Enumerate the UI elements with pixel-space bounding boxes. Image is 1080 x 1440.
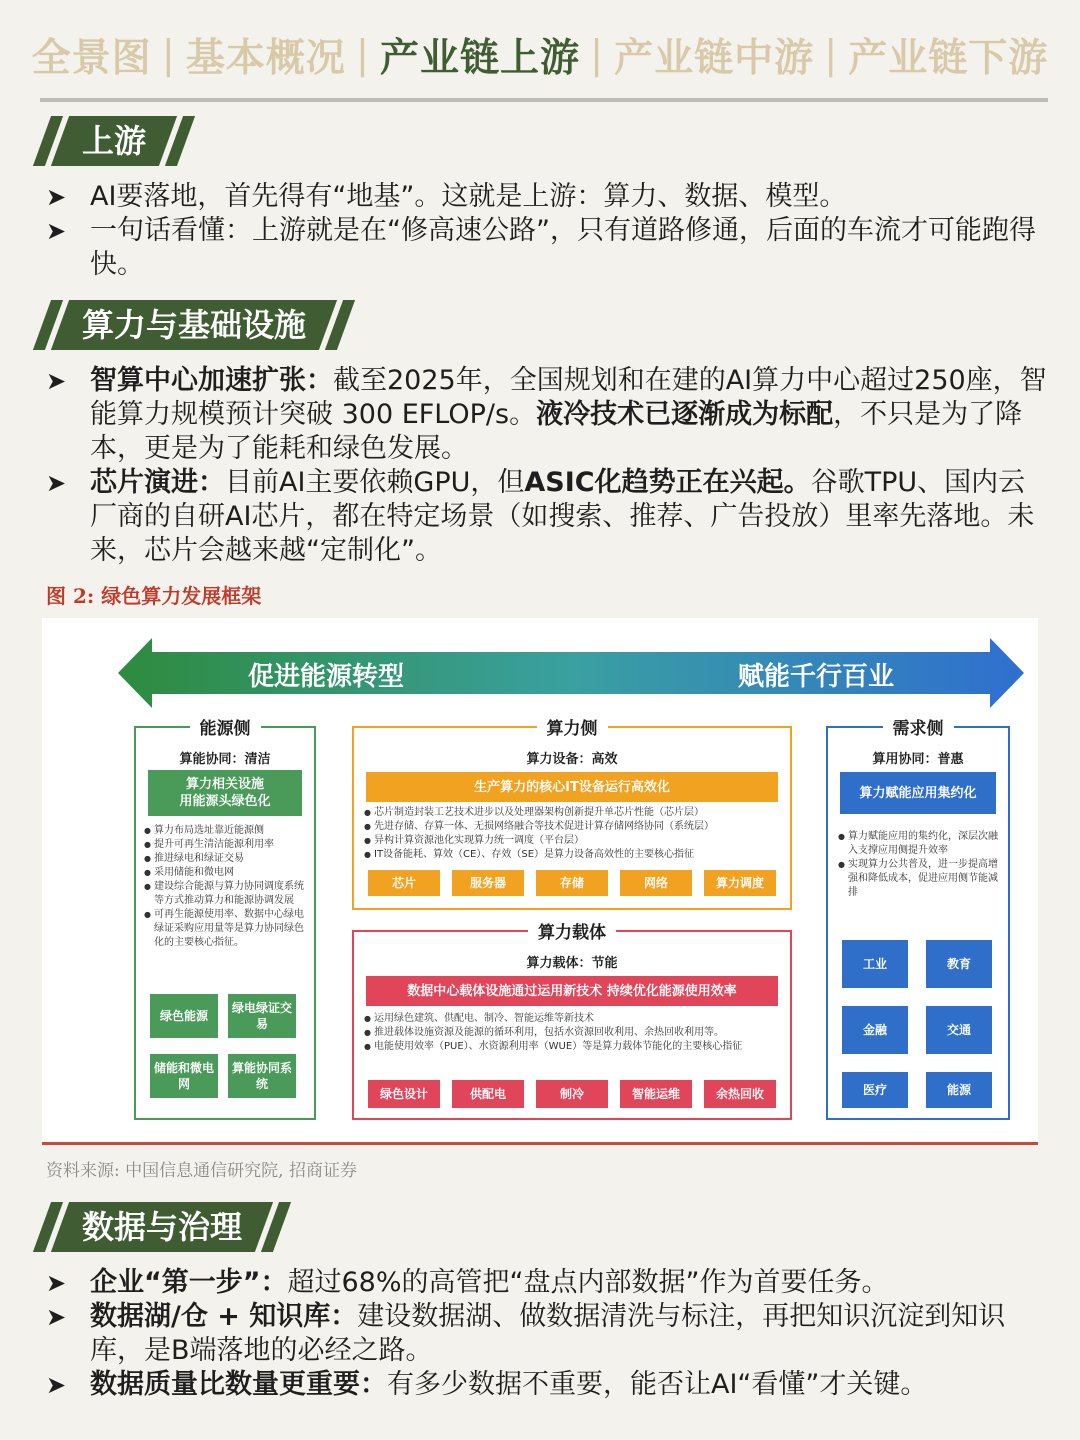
figure-title: 图 2: 绿色算力发展框架	[46, 584, 262, 608]
arrow-bullet-icon: ➤	[46, 367, 67, 395]
panel-title: 能源侧	[190, 719, 261, 739]
chip-medical: 医疗	[842, 1072, 908, 1108]
section-heading-compute	[42, 300, 346, 350]
panel-subtitle: 算用协同：普惠	[872, 752, 964, 767]
nav-separator: |	[161, 32, 176, 78]
panel-subtitle: 算能协同：清洁	[179, 752, 271, 767]
list-item: ● IT设备能耗、算效（CE）、存效（SE）是算力设备高效性的主要核心指征	[364, 848, 780, 862]
section-title: 上游	[82, 122, 147, 160]
panel-title: 需求侧	[883, 719, 954, 739]
panel-header: 算力赋能应用集约化	[840, 772, 996, 814]
list-item: ● 实现算力公共普及，进一步提高增强和降低成本，促进应用侧节能减排	[838, 858, 998, 900]
list-item: ➤ AI要落地，首先得有“地基”。这就是上游：算力、数据、模型。	[46, 181, 847, 212]
nav-separator: |	[824, 32, 839, 78]
chip-heat-recovery: 余热回收	[704, 1080, 776, 1108]
chip-network: 网络	[620, 870, 692, 896]
nav-tab-upstream[interactable]: 产业链上游	[379, 36, 580, 81]
list-item: ➤ 数据湖/仓 + 知识库：建设数据湖、做数据清洗与标注，再把知识沉淀到知识库，是B端落地的必经之路。	[46, 1301, 1006, 1366]
panel-subtitle: 算力设备：高效	[526, 752, 618, 767]
panel-title: 算力侧	[537, 719, 608, 739]
arrow-bullet-icon: ➤	[46, 1269, 67, 1297]
list-item: ➤ 一句话看懂：上游就是在“修高速公路”，只有道路修通，后面的车流才可能跑得快。	[46, 215, 1036, 280]
double-arrow	[118, 638, 1024, 708]
demand-list	[838, 830, 998, 900]
chip-industry: 工业	[842, 940, 908, 988]
chip-finance: 金融	[842, 1006, 908, 1054]
chip-education: 教育	[926, 940, 992, 988]
arrow-bullet-icon: ➤	[46, 217, 67, 245]
list-item: ● 可再生能源使用率、数据中心绿电绿证采购应用量等是算力协同绿色化的主要核心指征。	[144, 908, 306, 950]
list-item: ● 推进绿电和绿证交易	[144, 852, 306, 866]
list-item: ➤ 企业“第一步”：超过68%的高管把“盘点内部数据”作为首要任务。	[46, 1267, 889, 1298]
nav-tab-overview[interactable]: 全景图	[31, 36, 152, 81]
panel-header: 生产算力的核心IT设备运行高效化	[366, 772, 778, 802]
chip-green-design: 绿色设计	[368, 1080, 440, 1108]
carrier-list	[364, 1012, 780, 1054]
panel-header: 算力相关设施 用能源头绿色化	[148, 770, 302, 816]
compute-panel	[352, 719, 792, 910]
nav-tab-downstream[interactable]: 产业链下游	[848, 36, 1049, 81]
demand-panel	[826, 719, 1010, 1120]
data-bullets	[46, 1266, 1050, 1402]
list-item: ● 提升可再生清洁能源利用率	[144, 838, 306, 852]
chip-server: 服务器	[452, 870, 524, 896]
list-item: ● 先进存储、存算一体、无损网络融合等技术促进计算存储网络协同（系统层）	[364, 820, 780, 834]
framework-figure	[42, 618, 1038, 1142]
list-item: ● 推进载体设施资源及能源的循环利用，包括水资源回收利用、余热回收利用等。	[364, 1026, 780, 1040]
arrow-label-left: 促进能源转型	[248, 662, 405, 692]
section-heading-upstream	[42, 116, 186, 166]
arrow-bullet-icon: ➤	[46, 469, 67, 497]
list-item: ● 算力赋能应用的集约化，深层次融入支撑应用侧提升效率	[838, 830, 998, 858]
chip-green-energy: 绿色能源	[150, 994, 218, 1038]
chip-power-supply: 供配电	[452, 1080, 524, 1108]
section-title: 数据与治理	[82, 1208, 243, 1246]
list-item: ● 算力布局选址靠近能源侧	[144, 824, 306, 838]
chip-storage-grid: 储能和微电网	[150, 1054, 218, 1098]
section-heading-data	[42, 1202, 282, 1252]
arrow-bullet-icon: ➤	[46, 1303, 67, 1331]
energy-list	[144, 824, 306, 950]
upstream-bullets	[46, 180, 1050, 282]
chip-chip: 芯片	[368, 870, 440, 896]
list-item: ● 采用储能和微电网	[144, 866, 306, 880]
list-item: ● 电能使用效率（PUE）、水资源利用率（WUE）等是算力载体节能化的主要核心指征	[364, 1040, 780, 1054]
list-item: ● 芯片制造封装工艺技术进步以及处理器架构创新提升单芯片性能（芯片层）	[364, 806, 780, 820]
energy-panel	[134, 719, 316, 1120]
arrow-label-right: 赋能千行百业	[737, 662, 894, 692]
nav-divider	[40, 98, 1048, 102]
nav-tab-midstream[interactable]: 产业链中游	[614, 36, 815, 81]
list-item: ● 异构计算资源池化实现算力统一调度（平台层）	[364, 834, 780, 848]
list-item: ● 建设综合能源与算力协同调度系统等方式推动算力和能源协调发展	[144, 880, 306, 908]
arrow-bullet-icon: ➤	[46, 1371, 67, 1399]
figure-source: 资料来源: 中国信息通信研究院, 招商证券	[46, 1161, 357, 1181]
panel-subtitle: 算力载体：节能	[526, 956, 618, 971]
panel-title: 算力载体	[528, 923, 616, 943]
chip-smart-ops: 智能运维	[620, 1080, 692, 1108]
list-item: ➤ 数据质量比数量更重要：有多少数据不重要，能否让AI“看懂”才关键。	[46, 1369, 928, 1400]
carrier-panel	[352, 923, 792, 1120]
panel-header: 数据中心载体设施通过运用新技术 持续优化能源使用效率	[366, 976, 778, 1006]
chip-cooling: 制冷	[536, 1080, 608, 1108]
chip-synergy-system: 算能协同系统	[228, 1054, 296, 1098]
section-title: 算力与基础设施	[82, 306, 307, 344]
compute-list	[364, 806, 780, 862]
top-nav	[0, 26, 1080, 84]
chip-energy: 能源	[926, 1072, 992, 1108]
nav-separator: |	[590, 32, 605, 78]
compute-bullets	[46, 364, 1050, 568]
nav-separator: |	[355, 32, 370, 78]
figure-divider	[42, 1142, 1038, 1145]
chip-transport: 交通	[926, 1006, 992, 1054]
list-item: ➤ 芯片演进：目前AI主要依赖GPU，但ASIC化趋势正在兴起。谷歌TPU、国内云厂商的自研AI芯片，都在特定场景（如搜索、推荐、广告投放）里率先落地。未来，芯片会越来越“定制化”。	[46, 467, 1035, 566]
list-item: ● 运用绿色建筑、供配电、制冷、智能运维等新技术	[364, 1012, 780, 1026]
list-item: ➤ 智算中心加速扩张：截至2025年，全国规划和在建的AI算力中心超过250座，智能算力规模预计突破 300 EFLOP/s。液冷技术已逐渐成为标配，不只是为了降本，更是为了能耗和绿色发展。	[46, 365, 1047, 464]
nav-tab-basics[interactable]: 基本概况	[185, 36, 346, 81]
arrow-bullet-icon: ➤	[46, 183, 67, 211]
chip-scheduling: 算力调度	[704, 870, 776, 896]
chip-storage: 存储	[536, 870, 608, 896]
chip-green-cert: 绿电绿证交易	[228, 994, 296, 1038]
